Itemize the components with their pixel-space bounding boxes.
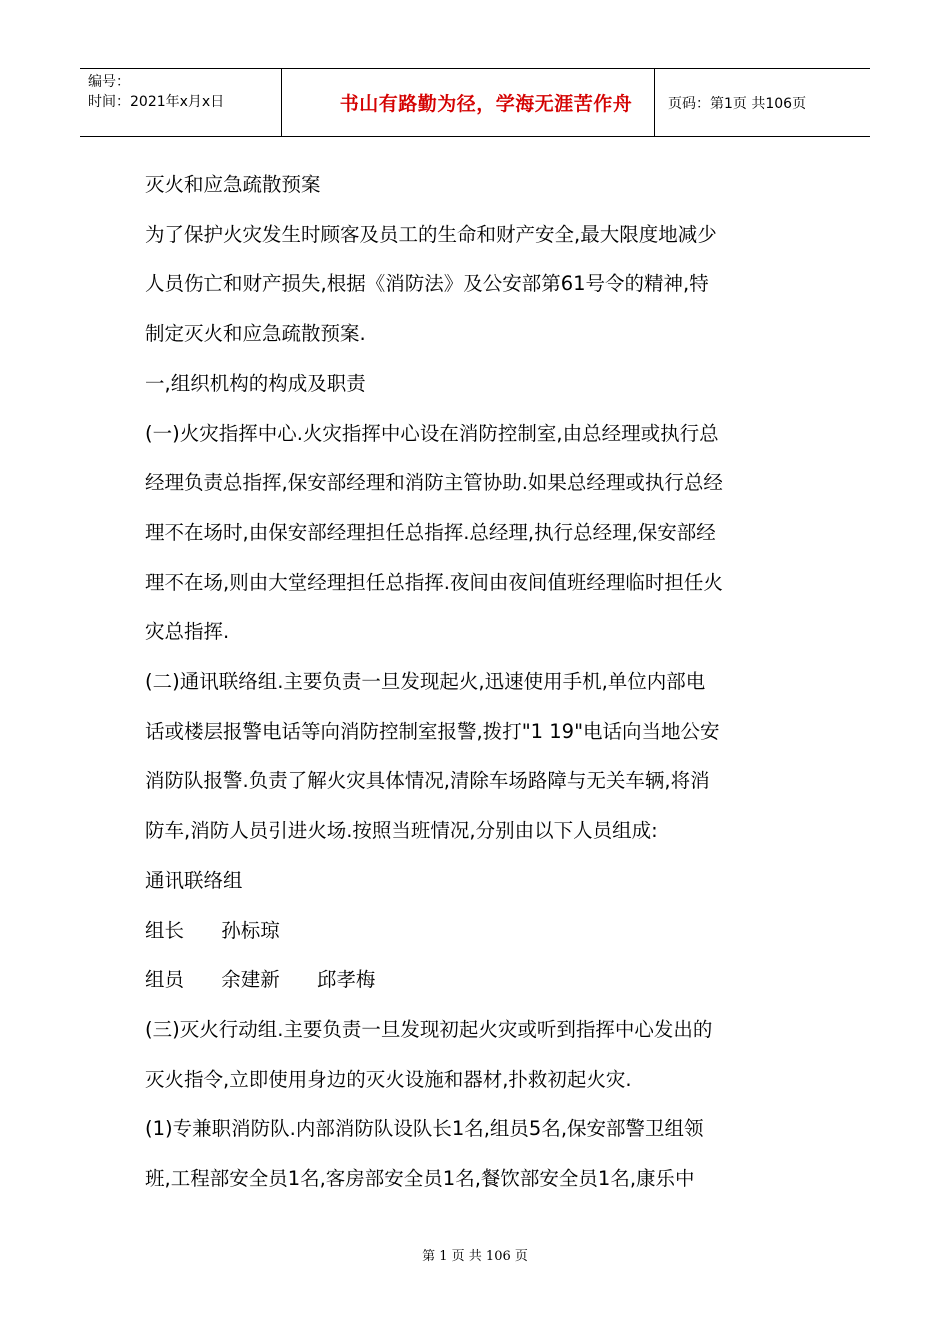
header-page-info: 页码：第1页 共106页 xyxy=(668,95,807,112)
body-line: (一)火灾指挥中心.火灾指挥中心设在消防控制室,由总经理或执行总 xyxy=(145,421,719,445)
document-body xyxy=(145,160,810,1204)
header-divider xyxy=(281,69,282,136)
body-line: 理不在场,则由大堂经理担任总指挥.夜间由夜间值班经理临时担任火 xyxy=(145,570,723,594)
body-line: 灾总指挥. xyxy=(145,620,230,644)
number-label: 编号： xyxy=(88,74,130,90)
time-label: 时间：2021年x月x日 xyxy=(88,94,225,110)
page-footer: 第 1 页 共 106 页 xyxy=(422,1249,528,1264)
body-line: 话或楼层报警电话等向消防控制室报警,拨打"1 19"电话向当地公安 xyxy=(145,719,720,743)
header-meta xyxy=(88,72,224,112)
body-line: 制定灭火和应急疏散预案. xyxy=(145,322,366,346)
body-line: 通讯联络组 xyxy=(145,868,243,892)
body-line: (二)通讯联络组.主要负责一旦发现起火,迅速使用手机,单位内部电 xyxy=(145,670,706,694)
body-line: 经理负责总指挥,保安部经理和消防主管协助.如果总经理或执行总经 xyxy=(145,471,723,495)
header-motto: 书山有路勤为径，学海无涯苦作舟 xyxy=(339,93,633,115)
body-line: 一,组织机构的构成及职责 xyxy=(145,371,366,395)
body-line: 人员伤亡和财产损失,根据《消防法》及公安部第61号令的精神,特 xyxy=(145,272,709,296)
body-line: (1)专兼职消防队.内部消防队设队长1名,组员5名,保安部警卫组领 xyxy=(145,1117,704,1141)
body-line: 组员 余建新 邱孝梅 xyxy=(145,968,376,992)
body-line: (三)灭火行动组.主要负责一旦发现初起火灾或听到指挥中心发出的 xyxy=(145,1017,713,1041)
body-line: 为了保护火灾发生时顾客及员工的生命和财产安全,最大限度地减少 xyxy=(145,222,717,246)
document-header xyxy=(80,68,870,137)
body-line: 消防队报警.负责了解火灾具体情况,清除车场路障与无关车辆,将消 xyxy=(145,769,710,793)
body-line: 理不在场时,由保安部经理担任总指挥.总经理,执行总经理,保安部经 xyxy=(145,520,716,544)
body-line: 防车,消防人员引进火场.按照当班情况,分别由以下人员组成: xyxy=(145,819,658,843)
body-line: 组长 孙标琼 xyxy=(145,918,280,942)
body-line: 班,工程部安全员1名,客房部安全员1名,餐饮部安全员1名,康乐中 xyxy=(145,1167,695,1191)
body-line: 灭火和应急疏散预案 xyxy=(145,173,321,196)
body-line: 灭火指令,立即使用身边的灭火设施和器材,扑救初起火灾. xyxy=(145,1067,632,1091)
